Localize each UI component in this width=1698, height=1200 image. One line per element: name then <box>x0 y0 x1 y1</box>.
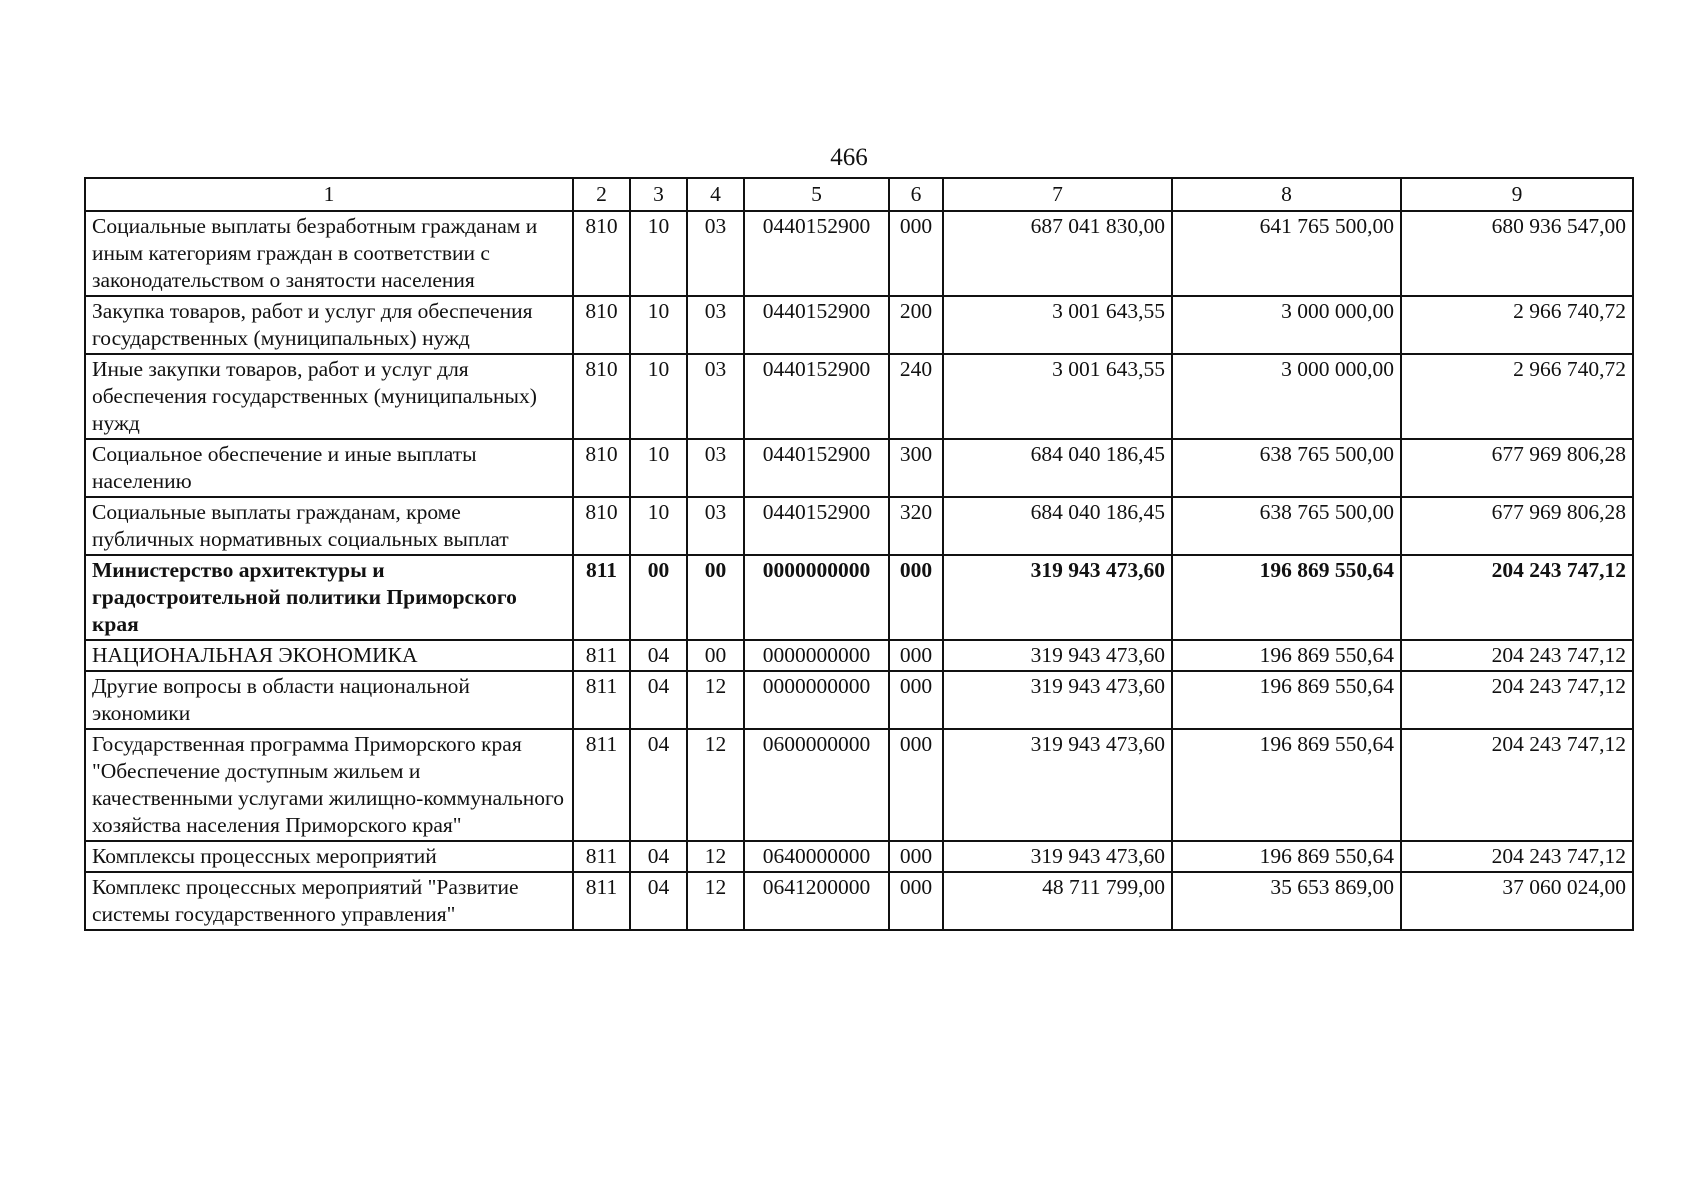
amount-cell: 3 001 643,55 <box>943 354 1172 439</box>
code-cell: 000 <box>889 872 943 930</box>
amount-cell: 204 243 747,12 <box>1401 555 1633 640</box>
amount-cell: 319 943 473,60 <box>943 671 1172 729</box>
amount-cell: 37 060 024,00 <box>1401 872 1633 930</box>
amount-cell: 319 943 473,60 <box>943 729 1172 841</box>
row-name: НАЦИОНАЛЬНАЯ ЭКОНОМИКА <box>85 640 573 671</box>
code-cell: 0440152900 <box>744 296 889 354</box>
code-cell: 04 <box>630 671 687 729</box>
table-row <box>85 439 1633 497</box>
code-cell: 03 <box>687 211 744 296</box>
table-row <box>85 497 1633 555</box>
code-cell: 0641200000 <box>744 872 889 930</box>
amount-cell: 3 001 643,55 <box>943 296 1172 354</box>
amount-cell: 196 869 550,64 <box>1172 640 1401 671</box>
code-cell: 000 <box>889 841 943 872</box>
code-cell: 12 <box>687 729 744 841</box>
code-cell: 12 <box>687 841 744 872</box>
code-cell: 810 <box>573 211 630 296</box>
page-number: 466 <box>830 144 868 171</box>
code-cell: 0000000000 <box>744 640 889 671</box>
column-header: 2 <box>573 178 630 211</box>
column-header: 1 <box>85 178 573 211</box>
amount-cell: 196 869 550,64 <box>1172 671 1401 729</box>
code-cell: 03 <box>687 354 744 439</box>
code-cell: 810 <box>573 439 630 497</box>
row-name: Комплексы процессных мероприятий <box>85 841 573 872</box>
amount-cell: 677 969 806,28 <box>1401 497 1633 555</box>
code-cell: 811 <box>573 640 630 671</box>
table-row <box>85 671 1633 729</box>
code-cell: 0440152900 <box>744 211 889 296</box>
code-cell: 10 <box>630 211 687 296</box>
code-cell: 811 <box>573 872 630 930</box>
code-cell: 03 <box>687 439 744 497</box>
code-cell: 0440152900 <box>744 439 889 497</box>
table-row <box>85 211 1633 296</box>
amount-cell: 687 041 830,00 <box>943 211 1172 296</box>
code-cell: 810 <box>573 497 630 555</box>
row-name: Закупка товаров, работ и услуг для обеспечения государственных (муниципальных) нужд <box>85 296 573 354</box>
amount-cell: 196 869 550,64 <box>1172 729 1401 841</box>
amount-cell: 196 869 550,64 <box>1172 555 1401 640</box>
amount-cell: 319 943 473,60 <box>943 841 1172 872</box>
code-cell: 10 <box>630 439 687 497</box>
column-header: 6 <box>889 178 943 211</box>
code-cell: 000 <box>889 671 943 729</box>
budget-table <box>84 177 1634 931</box>
code-cell: 0000000000 <box>744 555 889 640</box>
code-cell: 00 <box>687 640 744 671</box>
code-cell: 00 <box>630 555 687 640</box>
amount-cell: 319 943 473,60 <box>943 555 1172 640</box>
row-name: Социальные выплаты гражданам, кроме публичных нормативных социальных выплат <box>85 497 573 555</box>
code-cell: 12 <box>687 872 744 930</box>
table-row <box>85 296 1633 354</box>
amount-cell: 684 040 186,45 <box>943 439 1172 497</box>
code-cell: 0440152900 <box>744 497 889 555</box>
row-name: Другие вопросы в области национальной экономики <box>85 671 573 729</box>
code-cell: 04 <box>630 640 687 671</box>
code-cell: 811 <box>573 671 630 729</box>
code-cell: 240 <box>889 354 943 439</box>
amount-cell: 2 966 740,72 <box>1401 354 1633 439</box>
row-name: Министерство архитектуры и градостроительной политики Приморского края <box>85 555 573 640</box>
amount-cell: 48 711 799,00 <box>943 872 1172 930</box>
code-cell: 000 <box>889 211 943 296</box>
code-cell: 04 <box>630 841 687 872</box>
column-header: 3 <box>630 178 687 211</box>
column-header: 7 <box>943 178 1172 211</box>
row-name: Социальные выплаты безработным гражданам и иным категориям граждан в соответствии с законодательством о занятости населения <box>85 211 573 296</box>
code-cell: 000 <box>889 555 943 640</box>
amount-cell: 204 243 747,12 <box>1401 640 1633 671</box>
column-header: 5 <box>744 178 889 211</box>
table-row-ministry <box>85 555 1633 640</box>
amount-cell: 680 936 547,00 <box>1401 211 1633 296</box>
amount-cell: 204 243 747,12 <box>1401 671 1633 729</box>
header-row <box>85 178 1633 211</box>
amount-cell: 677 969 806,28 <box>1401 439 1633 497</box>
code-cell: 811 <box>573 555 630 640</box>
code-cell: 0640000000 <box>744 841 889 872</box>
code-cell: 03 <box>687 296 744 354</box>
table-row <box>85 872 1633 930</box>
table-row <box>85 354 1633 439</box>
code-cell: 810 <box>573 296 630 354</box>
code-cell: 03 <box>687 497 744 555</box>
table-row <box>85 841 1633 872</box>
amount-cell: 35 653 869,00 <box>1172 872 1401 930</box>
code-cell: 0000000000 <box>744 671 889 729</box>
code-cell: 0440152900 <box>744 354 889 439</box>
column-header: 8 <box>1172 178 1401 211</box>
code-cell: 12 <box>687 671 744 729</box>
amount-cell: 196 869 550,64 <box>1172 841 1401 872</box>
code-cell: 300 <box>889 439 943 497</box>
amount-cell: 684 040 186,45 <box>943 497 1172 555</box>
code-cell: 200 <box>889 296 943 354</box>
code-cell: 000 <box>889 640 943 671</box>
amount-cell: 3 000 000,00 <box>1172 296 1401 354</box>
code-cell: 04 <box>630 872 687 930</box>
code-cell: 10 <box>630 354 687 439</box>
amount-cell: 638 765 500,00 <box>1172 497 1401 555</box>
amount-cell: 638 765 500,00 <box>1172 439 1401 497</box>
table-row <box>85 640 1633 671</box>
code-cell: 10 <box>630 296 687 354</box>
row-name: Социальное обеспечение и иные выплаты населению <box>85 439 573 497</box>
amount-cell: 319 943 473,60 <box>943 640 1172 671</box>
column-header: 9 <box>1401 178 1633 211</box>
row-name: Государственная программа Приморского края "Обеспечение доступным жильем и качественными услугами жилищно-коммунального хозяйства населения Приморского края" <box>85 729 573 841</box>
code-cell: 811 <box>573 841 630 872</box>
table-row <box>85 729 1633 841</box>
row-name: Иные закупки товаров, работ и услуг для обеспечения государственных (муниципальных) нужд <box>85 354 573 439</box>
code-cell: 10 <box>630 497 687 555</box>
amount-cell: 204 243 747,12 <box>1401 729 1633 841</box>
amount-cell: 641 765 500,00 <box>1172 211 1401 296</box>
code-cell: 04 <box>630 729 687 841</box>
code-cell: 0600000000 <box>744 729 889 841</box>
amount-cell: 3 000 000,00 <box>1172 354 1401 439</box>
code-cell: 811 <box>573 729 630 841</box>
amount-cell: 204 243 747,12 <box>1401 841 1633 872</box>
row-name: Комплекс процессных мероприятий "Развитие системы государственного управления" <box>85 872 573 930</box>
code-cell: 00 <box>687 555 744 640</box>
amount-cell: 2 966 740,72 <box>1401 296 1633 354</box>
code-cell: 810 <box>573 354 630 439</box>
column-header: 4 <box>687 178 744 211</box>
code-cell: 000 <box>889 729 943 841</box>
code-cell: 320 <box>889 497 943 555</box>
